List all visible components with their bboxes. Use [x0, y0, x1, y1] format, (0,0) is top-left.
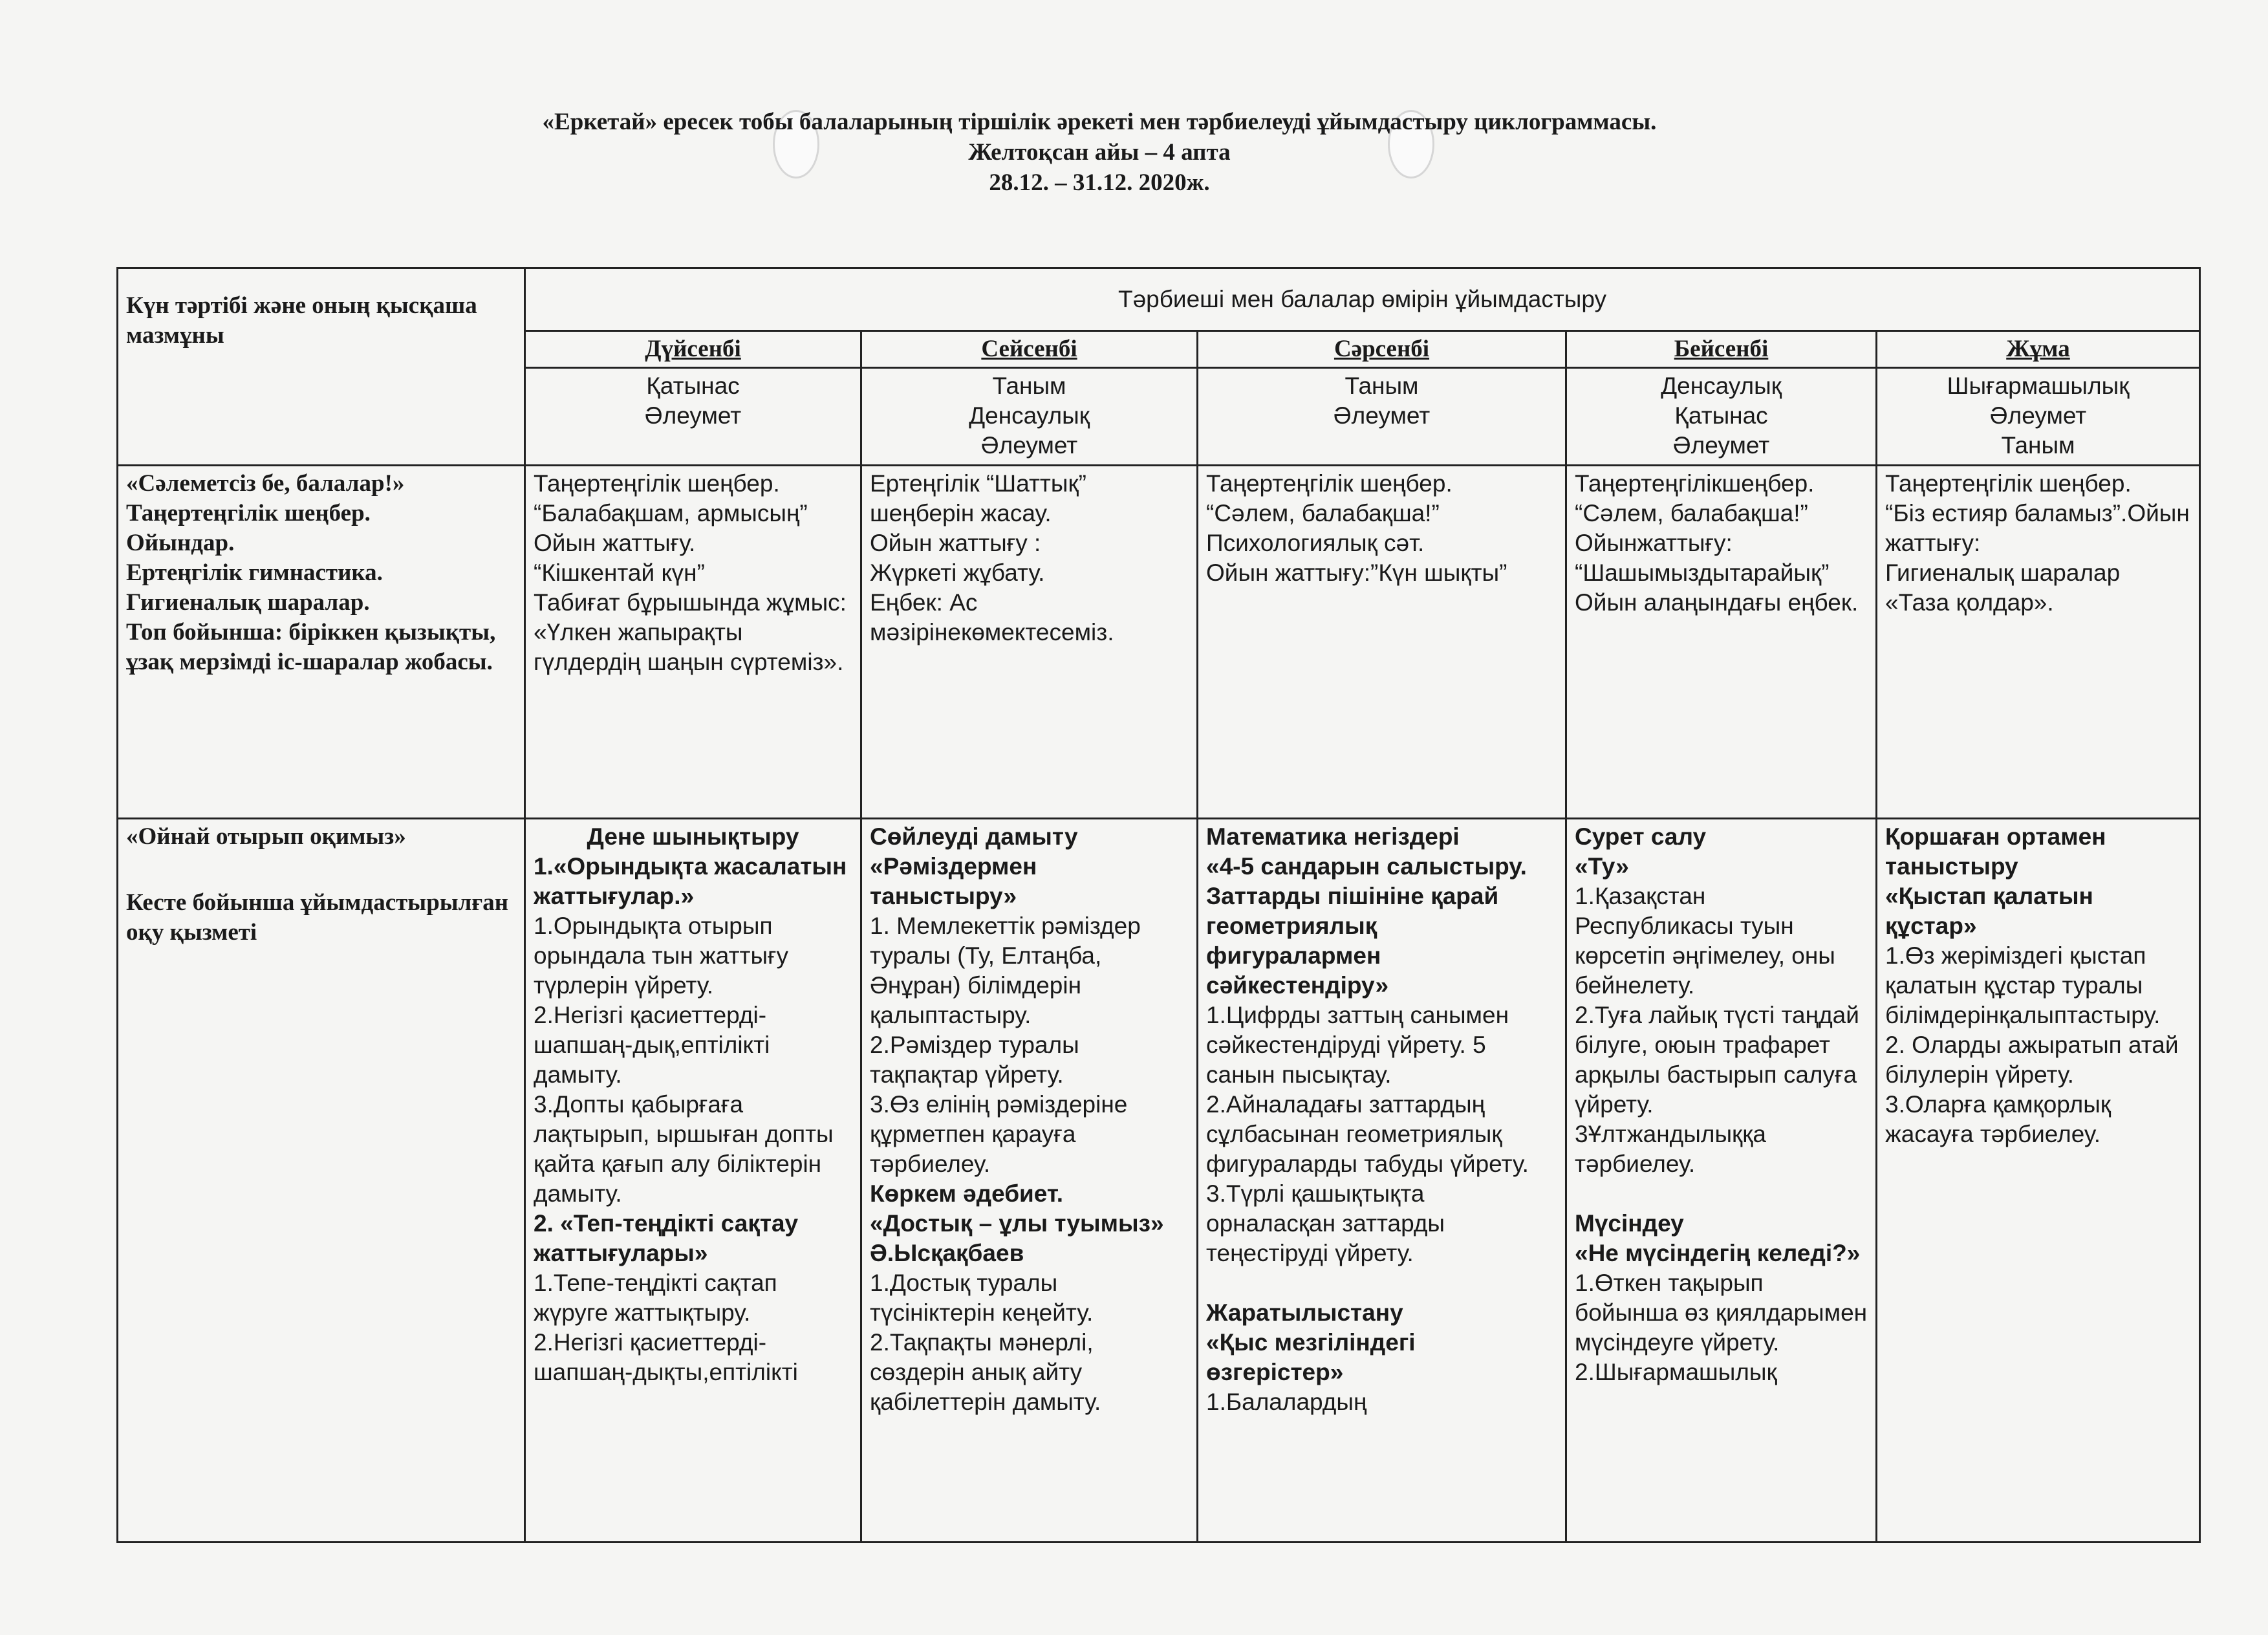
- activity-line: Ойынжаттығу:: [1575, 530, 1733, 556]
- lesson-line: 1.Орындықта отырып орындала тын жаттығу түрлерін үйрету.: [534, 913, 789, 999]
- morning-activity-cell: [1566, 466, 1877, 819]
- lesson-line: 1.Қазақстан Республикасы туын көрсетіп әңгімелеу, оны бейнелету.: [1575, 883, 1835, 999]
- lesson-line: 1.Тепе-теңдікті сақтап жүруге жаттықтыру.: [534, 1270, 777, 1326]
- activity-line: Таңертеңгілік шеңбер.: [534, 470, 780, 497]
- activity-line: Еңбек: Ас мәзірінекөмектесеміз.: [870, 589, 1114, 645]
- activity-line: Психологиялық сәт.: [1206, 530, 1425, 556]
- activity-line: Таңертеңгілік шеңбер.: [1206, 470, 1453, 497]
- edu-area: Денсаулық: [1661, 373, 1782, 399]
- activity-line: “Сәлем, балабақша!”: [1206, 500, 1440, 526]
- lesson-heading: Қоршаған ортамен таныстыру: [1885, 823, 2106, 880]
- lesson-heading: «Рәміздермен таныстыру»: [870, 853, 1037, 909]
- lesson-line: 3Ұлтжандылыққа тәрбиелеу.: [1575, 1121, 1766, 1177]
- row-label-line: Ертеңгілік гимнастика.: [126, 559, 383, 586]
- lesson-line: 2. Оларды ажыратып атай білулерін үйрету.: [1885, 1032, 2179, 1088]
- activity-line: Ойын алаңындағы еңбек.: [1575, 589, 1859, 616]
- row-label-line: Топ бойынша: біріккен қызықты, ұзақ мерзімді іс-шаралар жобасы.: [126, 619, 496, 675]
- lesson-heading: «Ту»: [1575, 853, 1629, 880]
- activity-line: Ойын жаттығу.: [534, 530, 696, 556]
- lesson-cell: [525, 819, 861, 1543]
- day-header: Дүйсенбі: [525, 331, 861, 368]
- activity-line: Таңертеңгілікшеңбер.: [1575, 470, 1815, 497]
- lesson-heading: «4-5 сандарын салыстыру. Заттарды пішініне қарай геометриялық фигуралармен сәйкестендіру»: [1206, 853, 1527, 999]
- day-header: Сәрсенбі: [1198, 331, 1566, 368]
- lesson-line: 3.Оларға қамқорлық жасауға тәрбиелеу.: [1885, 1091, 2111, 1147]
- lesson-line: 3.Түрлі қашықтықта орналасқан заттарды теңестіруді үйрету.: [1206, 1180, 1445, 1266]
- lesson-line: [1575, 1179, 1868, 1209]
- edu-area: Қатынас: [1674, 402, 1768, 429]
- activity-line: Табиғат бұрышында жұмыс: «Үлкен жапырақты гүлдердің шаңын сүртеміз».: [534, 589, 847, 675]
- row-label-line: «Сәлеметсіз бе, балалар!»: [126, 470, 405, 497]
- lesson-line: 1.Достық туралы түсініктерін кеңейту.: [870, 1270, 1094, 1326]
- activity-line: Ойын жаттығу :: [870, 530, 1041, 556]
- lesson-cell: [1877, 819, 2200, 1543]
- edu-area: Шығармашылық: [1947, 373, 2130, 399]
- lesson-line: 2.Тақпақты мәнерлі, сөздерін анық айту қабілеттерін дамыту.: [870, 1329, 1101, 1415]
- lesson-line: 1.Өткен тақырып бойынша өз қиялдарымен мүсіндеуге үйрету.: [1575, 1270, 1868, 1356]
- document-title: «Еркетай» ересек тобы балаларының тіршілік әрекеті мен тәрбиелеуді ұйымдастыру циклограммасы.: [542, 109, 1657, 135]
- edu-areas-cell: [1566, 368, 1877, 466]
- document-header: [0, 107, 2199, 198]
- document-dates: 28.12. – 31.12. 2020ж.: [989, 169, 1210, 196]
- activity-line: “Кішкентай күн”: [534, 559, 705, 586]
- edu-area: Әлеумет: [980, 432, 1078, 459]
- edu-area: Әлеумет: [1672, 432, 1770, 459]
- cyclogram-table: [116, 267, 2201, 1543]
- activity-line: Жүркеті жұбату.: [870, 559, 1045, 586]
- activity-line: Ертеңгілік “Шаттық” шеңберін жасау.: [870, 470, 1086, 526]
- row-label-morning: [118, 466, 525, 819]
- activity-line: Таңертеңгілік шеңбер.: [1885, 470, 2132, 497]
- lesson-heading: Көркем әдебиет.: [870, 1180, 1064, 1207]
- edu-area: Таным: [1345, 373, 1419, 399]
- day-header: Бейсенбі: [1566, 331, 1877, 368]
- activity-line: Гигиеналық шаралар: [1885, 559, 2121, 586]
- edu-areas-cell: [1877, 368, 2200, 466]
- edu-area: Таным: [992, 373, 1066, 399]
- edu-areas-cell: [861, 368, 1198, 466]
- morning-row: [118, 466, 2200, 819]
- morning-activity-cell: [525, 466, 861, 819]
- lesson-heading: Математика негіздері: [1206, 823, 1460, 850]
- edu-area: Әлеумет: [1333, 402, 1431, 429]
- edu-area: Қатынас: [646, 373, 740, 399]
- lesson-line: 3.Допты қабырғаға лақтырып, ыршыған допты қайта қағып алу біліктерін дамыту.: [534, 1091, 834, 1207]
- day-header: Жұма: [1877, 331, 2200, 368]
- document-subtitle: Желтоқсан айы – 4 апта: [968, 139, 1231, 166]
- row-label-lessons: [118, 819, 525, 1543]
- lesson-cell: [861, 819, 1198, 1543]
- lesson-line: 2.Туға лайық түсті таңдай білуге, оюын трафарет арқылы бастырып салуға үйрету.: [1575, 1002, 1859, 1118]
- activity-line: “Біз естияр баламыз”.Ойын жаттығу:: [1885, 500, 2190, 556]
- edu-area: Әлеумет: [644, 402, 742, 429]
- lesson-line: 2.Рәміздер туралы тақпақтар үйрету.: [870, 1032, 1079, 1088]
- lesson-heading: «Не мүсіндегің келеді?»: [1575, 1240, 1861, 1266]
- activity-line: “Шашымыздытарайық”: [1575, 559, 1830, 586]
- edu-areas-cell: [525, 368, 861, 466]
- row-label-line: Таңертеңгілік шеңбер.: [126, 500, 371, 526]
- lesson-line: 1.Цифрды заттың санымен сәйкестендіруді үйрету. 5 санын пысықтау.: [1206, 1002, 1509, 1088]
- lesson-heading: Дене шынықтыру: [587, 823, 799, 850]
- edu-area: Әлеумет: [1989, 402, 2087, 429]
- lesson-heading: Сөйлеуді дамыту: [870, 823, 1078, 850]
- row-label-line: Ойындар.: [126, 530, 235, 556]
- edu-area: Таным: [2001, 432, 2075, 459]
- lesson-heading: «Қыс мезгіліндегі өзгерістер»: [1206, 1329, 1416, 1385]
- lesson-line: 1.Балалардың: [1206, 1389, 1367, 1415]
- edu-area: Денсаулық: [969, 402, 1090, 429]
- lesson-cell: [1566, 819, 1877, 1543]
- lesson-cell: [1198, 819, 1566, 1543]
- activity-line: “Балабақшам, армысың”: [534, 500, 808, 526]
- lesson-line: 3.Өз елінің рәміздеріне құрметпен қарауға тәрбиелеу.: [870, 1091, 1128, 1177]
- lesson-heading: 1.«Орындықта жасалатын жаттығулар.»: [534, 853, 847, 909]
- lesson-line: [1206, 1268, 1557, 1298]
- activity-line: «Таза қолдар».: [1885, 589, 2054, 616]
- lesson-heading: 2. «Теп-теңдікті сақтау жаттығулары»: [534, 1210, 799, 1266]
- lesson-heading: Ә.Ысқақбаев: [870, 1240, 1024, 1266]
- lesson-line: 1. Мемлекеттік рәміздер туралы (Ту, Елтаңба, Әнұран) білімдерін қалыптастыру.: [870, 913, 1141, 1028]
- morning-activity-cell: [861, 466, 1198, 819]
- row-label-lessons-main: «Ойнай отырып оқимыз»: [126, 823, 406, 850]
- lesson-heading: «Қыстап қалатын құстар»: [1885, 883, 2093, 939]
- lesson-line: 2.Негізгі қасиеттерді-шапшаң-дық,ептілікті дамыту.: [534, 1002, 770, 1088]
- row-label-line: Гигиеналық шаралар.: [126, 589, 370, 616]
- morning-activity-cell: [1198, 466, 1566, 819]
- org-title: Тәрбиеші мен балалар өмірін ұйымдастыру: [525, 268, 2200, 331]
- morning-activity-cell: [1877, 466, 2200, 819]
- lessons-row: [118, 819, 2200, 1543]
- activity-line: “Сәлем, балабақша!”: [1575, 500, 1808, 526]
- row-label-lessons-sub: Кесте бойынша ұйымдастырылған оқу қызметі: [126, 889, 509, 946]
- lesson-heading: Жаратылыстану: [1206, 1299, 1403, 1326]
- lesson-line: 2.Айналадағы заттардың сұлбасынан геометриялық фигураларды табуды үйрету.: [1206, 1091, 1529, 1177]
- lesson-heading: Мүсіндеу: [1575, 1210, 1684, 1237]
- activity-line: Ойын жаттығу:”Күн шықты”: [1206, 559, 1507, 586]
- lesson-line: 1.Өз жеріміздегі қыстап қалатын құстар туралы білімдерінқалыптастыру.: [1885, 942, 2161, 1028]
- edu-areas-cell: [1198, 368, 1566, 466]
- lesson-line: 2.Негізгі қасиеттерді-шапшаң-дықты,ептілікті: [534, 1329, 798, 1385]
- lesson-heading: «Достық – ұлы туымыз»: [870, 1210, 1164, 1237]
- day-header: Сейсенбі: [861, 331, 1198, 368]
- lesson-line: 2.Шығармашылық: [1575, 1359, 1777, 1385]
- corner-label: Күн тәртібі және оның қысқаша мазмұны: [118, 268, 525, 466]
- lesson-heading: Сурет салу: [1575, 823, 1707, 850]
